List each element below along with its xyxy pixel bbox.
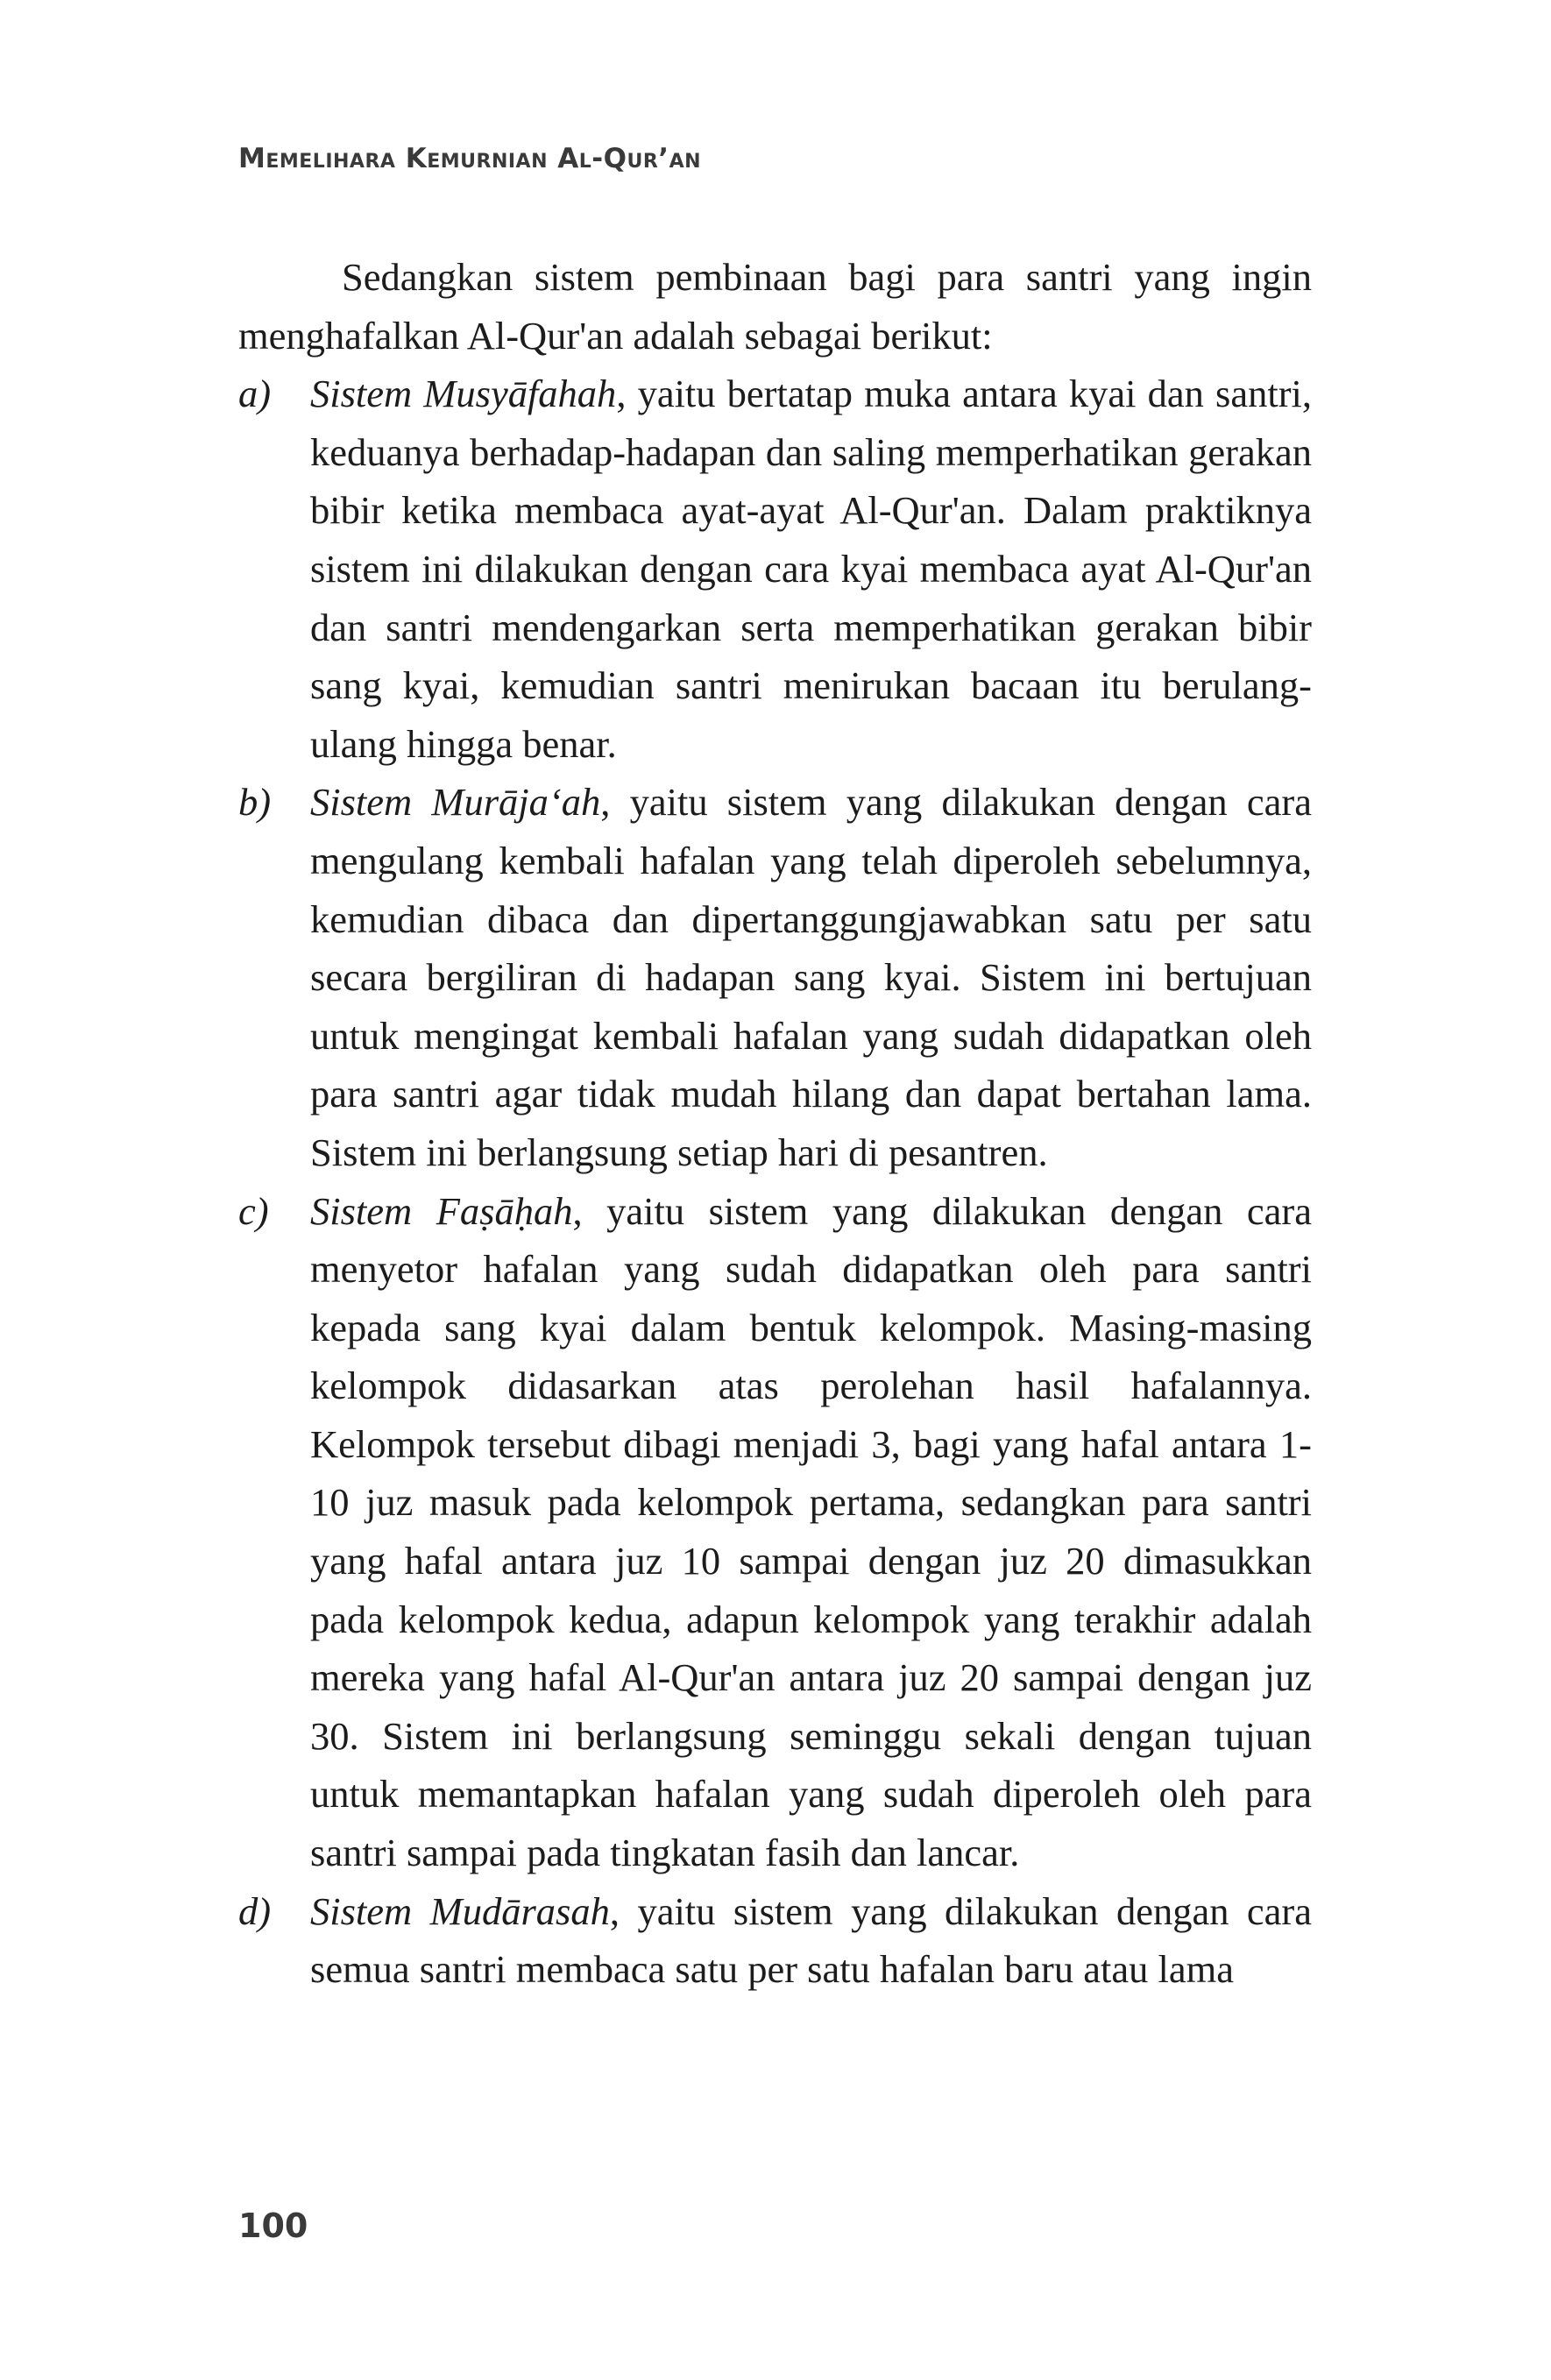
intro-paragraph: Sedangkan sistem pembinaan bagi para santri yang ingin menghafalkan Al-Qur'an adalah sebagai berikut: — [238, 255, 1312, 358]
term-muraja-ah: Sistem Murāja‘ah — [310, 780, 601, 825]
item-description: , yaitu bertatap muka antara kyai dan santri, keduanya berhadap-hadapan dan saling memperhatikan gerakan bibir ketika membaca ayat-ayat Al-Qur'an. Dalam praktiknya sistem ini dilakukan dengan cara kyai membaca ayat Al-Qur'an dan santri mendengarkan serta memperhatikan gerakan bibir sang kyai, kemudian santri menirukan bacaan itu berulang-ulang hingga benar. — [310, 372, 1312, 766]
page-number: 100 — [238, 2206, 308, 2245]
term-musyafahah: Sistem Musyāfahah — [310, 372, 617, 416]
system-list — [238, 365, 1312, 1999]
list-marker: b) — [238, 780, 272, 825]
list-item — [238, 1182, 1312, 1882]
item-description: , yaitu sistem yang dilakukan dengan cara menyetor hafalan yang sudah didapatkan oleh para santri kepada sang kyai dalam bentuk kelompok. Masing-masing kelompok didasarkan atas perolehan hasil hafalannya. Kelompok tersebut dibagi menjadi 3, bagi yang hafal antara 1-10 juz masuk pada kelompok pertama, sedangkan para santri yang hafal antara juz 10 sampai dengan juz 20 dimasukkan pada kelompok kedua, adapun kelompok yang terakhir adalah mereka yang hafal Al-Qur'an antara juz 20 sampai dengan juz 30. Sistem ini berlangsung seminggu sekali dengan tujuan untuk memantapkan hafalan yang sudah diperoleh oleh para santri sampai pada tingkatan fasih dan lancar. — [310, 1188, 1313, 1875]
list-item — [238, 365, 1312, 773]
body-text — [238, 248, 1312, 1999]
term-fasahah: Sistem Faṣāḥah — [310, 1188, 573, 1233]
list-item — [238, 1882, 1312, 1999]
item-description: , yaitu sistem yang dilakukan dengan cara semua santri membaca satu per satu hafalan baru atau lama — [310, 1888, 1313, 1992]
item-description: , yaitu sistem yang dilakukan dengan cara mengulang kembali hafalan yang telah diperoleh sebelumnya, kemudian dibaca dan dipertanggungjawabkan satu per satu secara bergiliran di hadapan sang kyai. Sistem ini bertujuan untuk mengingat kembali hafalan yang sudah didapatkan oleh para santri agar tidak mudah hilang dan dapat bertahan lama. Sistem ini berlangsung setiap hari di pesantren. — [310, 780, 1312, 1174]
list-item — [238, 773, 1312, 1181]
list-marker: c) — [238, 1188, 269, 1233]
list-marker: a) — [238, 372, 272, 416]
term-mudarasah: Sistem Mudārasah — [310, 1888, 610, 1933]
running-header: Memelihara Kemurnian Al-Qur’an — [238, 143, 702, 174]
list-marker: d) — [238, 1888, 272, 1933]
